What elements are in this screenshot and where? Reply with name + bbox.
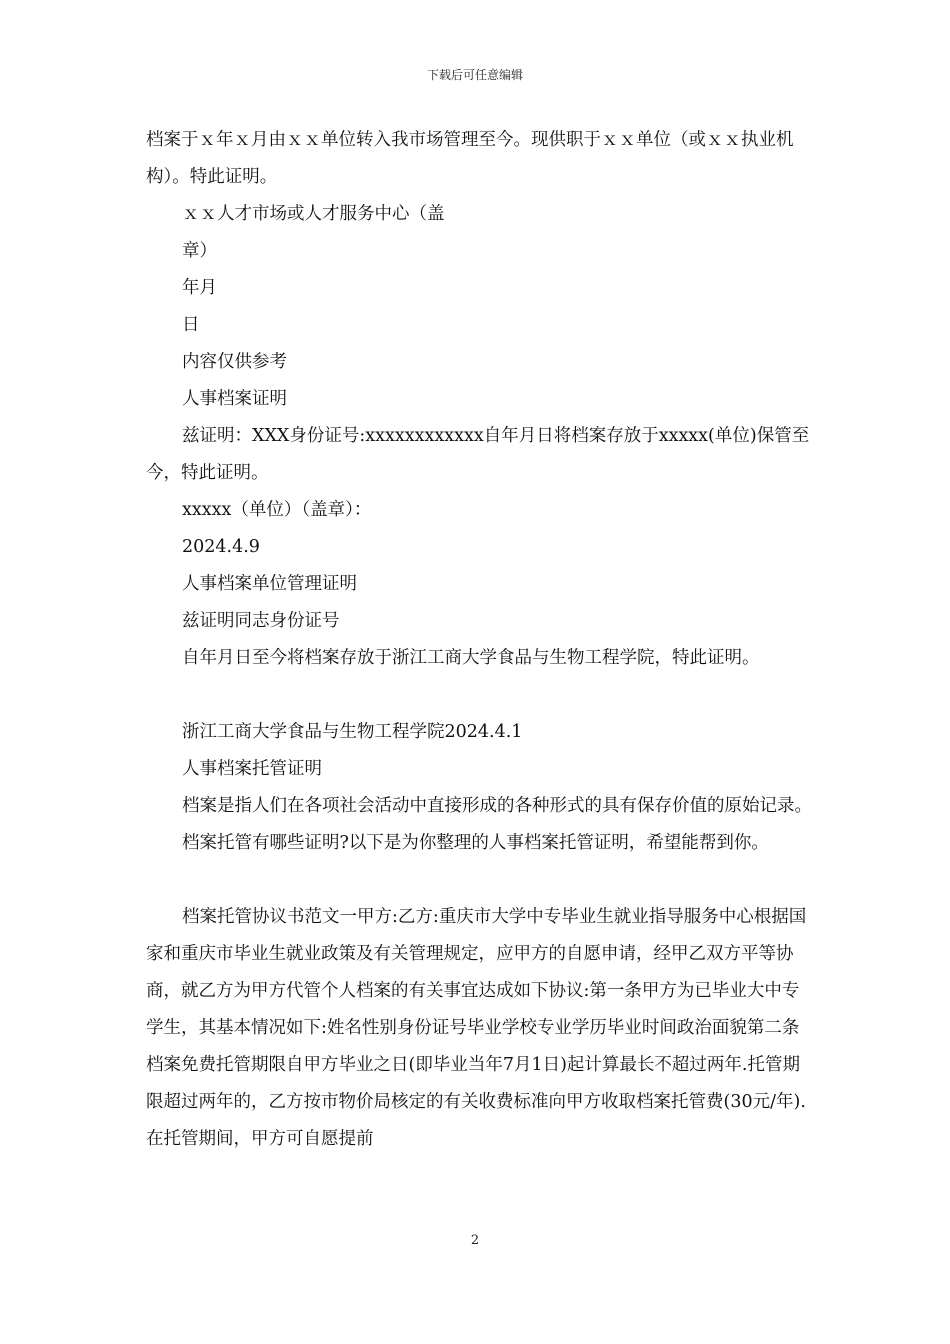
signature-seal-line: 章） (182, 241, 217, 261)
paragraph-agreement: 档案托管协议书范文一甲方:乙方:重庆市大学中专毕业生就业指导服务中心根据国家和重庆市毕业生就业政策及有关管理规定，应甲方的自愿申请，经甲乙双方平等协商，就乙方为甲方代管个人档案的有关事宜达成如下协议:第一条甲方为已毕业大中专学生，其基本情况如下:姓名性别身份证号毕业学校专业学历毕业时间政治面貌第二条档案免费托管期限自甲方毕业之日(即毕业当年7月1日)起计算最长不超过两年.托管期限超过两年的，乙方按市物价局核定的有关收费标准向甲方收取档案托管费(30元/年).在托管期间，甲方可自愿提前 (146, 907, 807, 1149)
institution-date-line: 浙江工商大学食品与生物工程学院2024.4.1 (182, 722, 523, 742)
signature-org-line: ｘｘ人才市场或人才服务中心（盖 (182, 204, 445, 224)
date-year-month: 年月 (182, 278, 217, 298)
spacer (146, 677, 816, 714)
paragraph-certificate-body: 兹证明：XXX身份证号:xxxxxxxxxxxx自年月日将档案存放于xxxxx(单位)保管至今，特此证明。 (146, 426, 810, 483)
date-day: 日 (182, 315, 200, 335)
page-header: 下载后可任意编辑 (426, 68, 523, 82)
section-title-unit-management: 人事档案单位管理证明 (182, 574, 357, 594)
paragraph-archive-definition: 档案是指人们在各项社会活动中直接形成的各种形式的具有保存价值的原始记录。 (182, 796, 812, 816)
reference-note: 内容仅供参考 (182, 352, 287, 372)
section-title-custody-certificate: 人事档案托管证明 (182, 759, 322, 779)
spacer (146, 862, 816, 899)
paragraph-storage-statement: 自年月日至今将档案存放于浙江工商大学食品与生物工程学院，特此证明。 (182, 648, 760, 668)
paragraph-archive-transfer: 档案于ｘ年ｘ月由ｘｘ单位转入我市场管理至今。现供职于ｘｘ单位（或ｘｘ执业机构）。特此证明。 (146, 130, 794, 187)
document-body (146, 122, 816, 1158)
page-number: 2 (470, 1233, 480, 1248)
section-title-archive-certificate: 人事档案证明 (182, 389, 287, 409)
unit-seal-line: xxxxx（单位）（盖章）： (182, 500, 372, 520)
date-line: 2024.4.9 (182, 537, 260, 557)
paragraph-intro: 档案托管有哪些证明?以下是为你整理的人事档案托管证明，希望能帮到你。 (182, 833, 769, 853)
paragraph-id-line: 兹证明同志身份证号 (182, 611, 340, 631)
